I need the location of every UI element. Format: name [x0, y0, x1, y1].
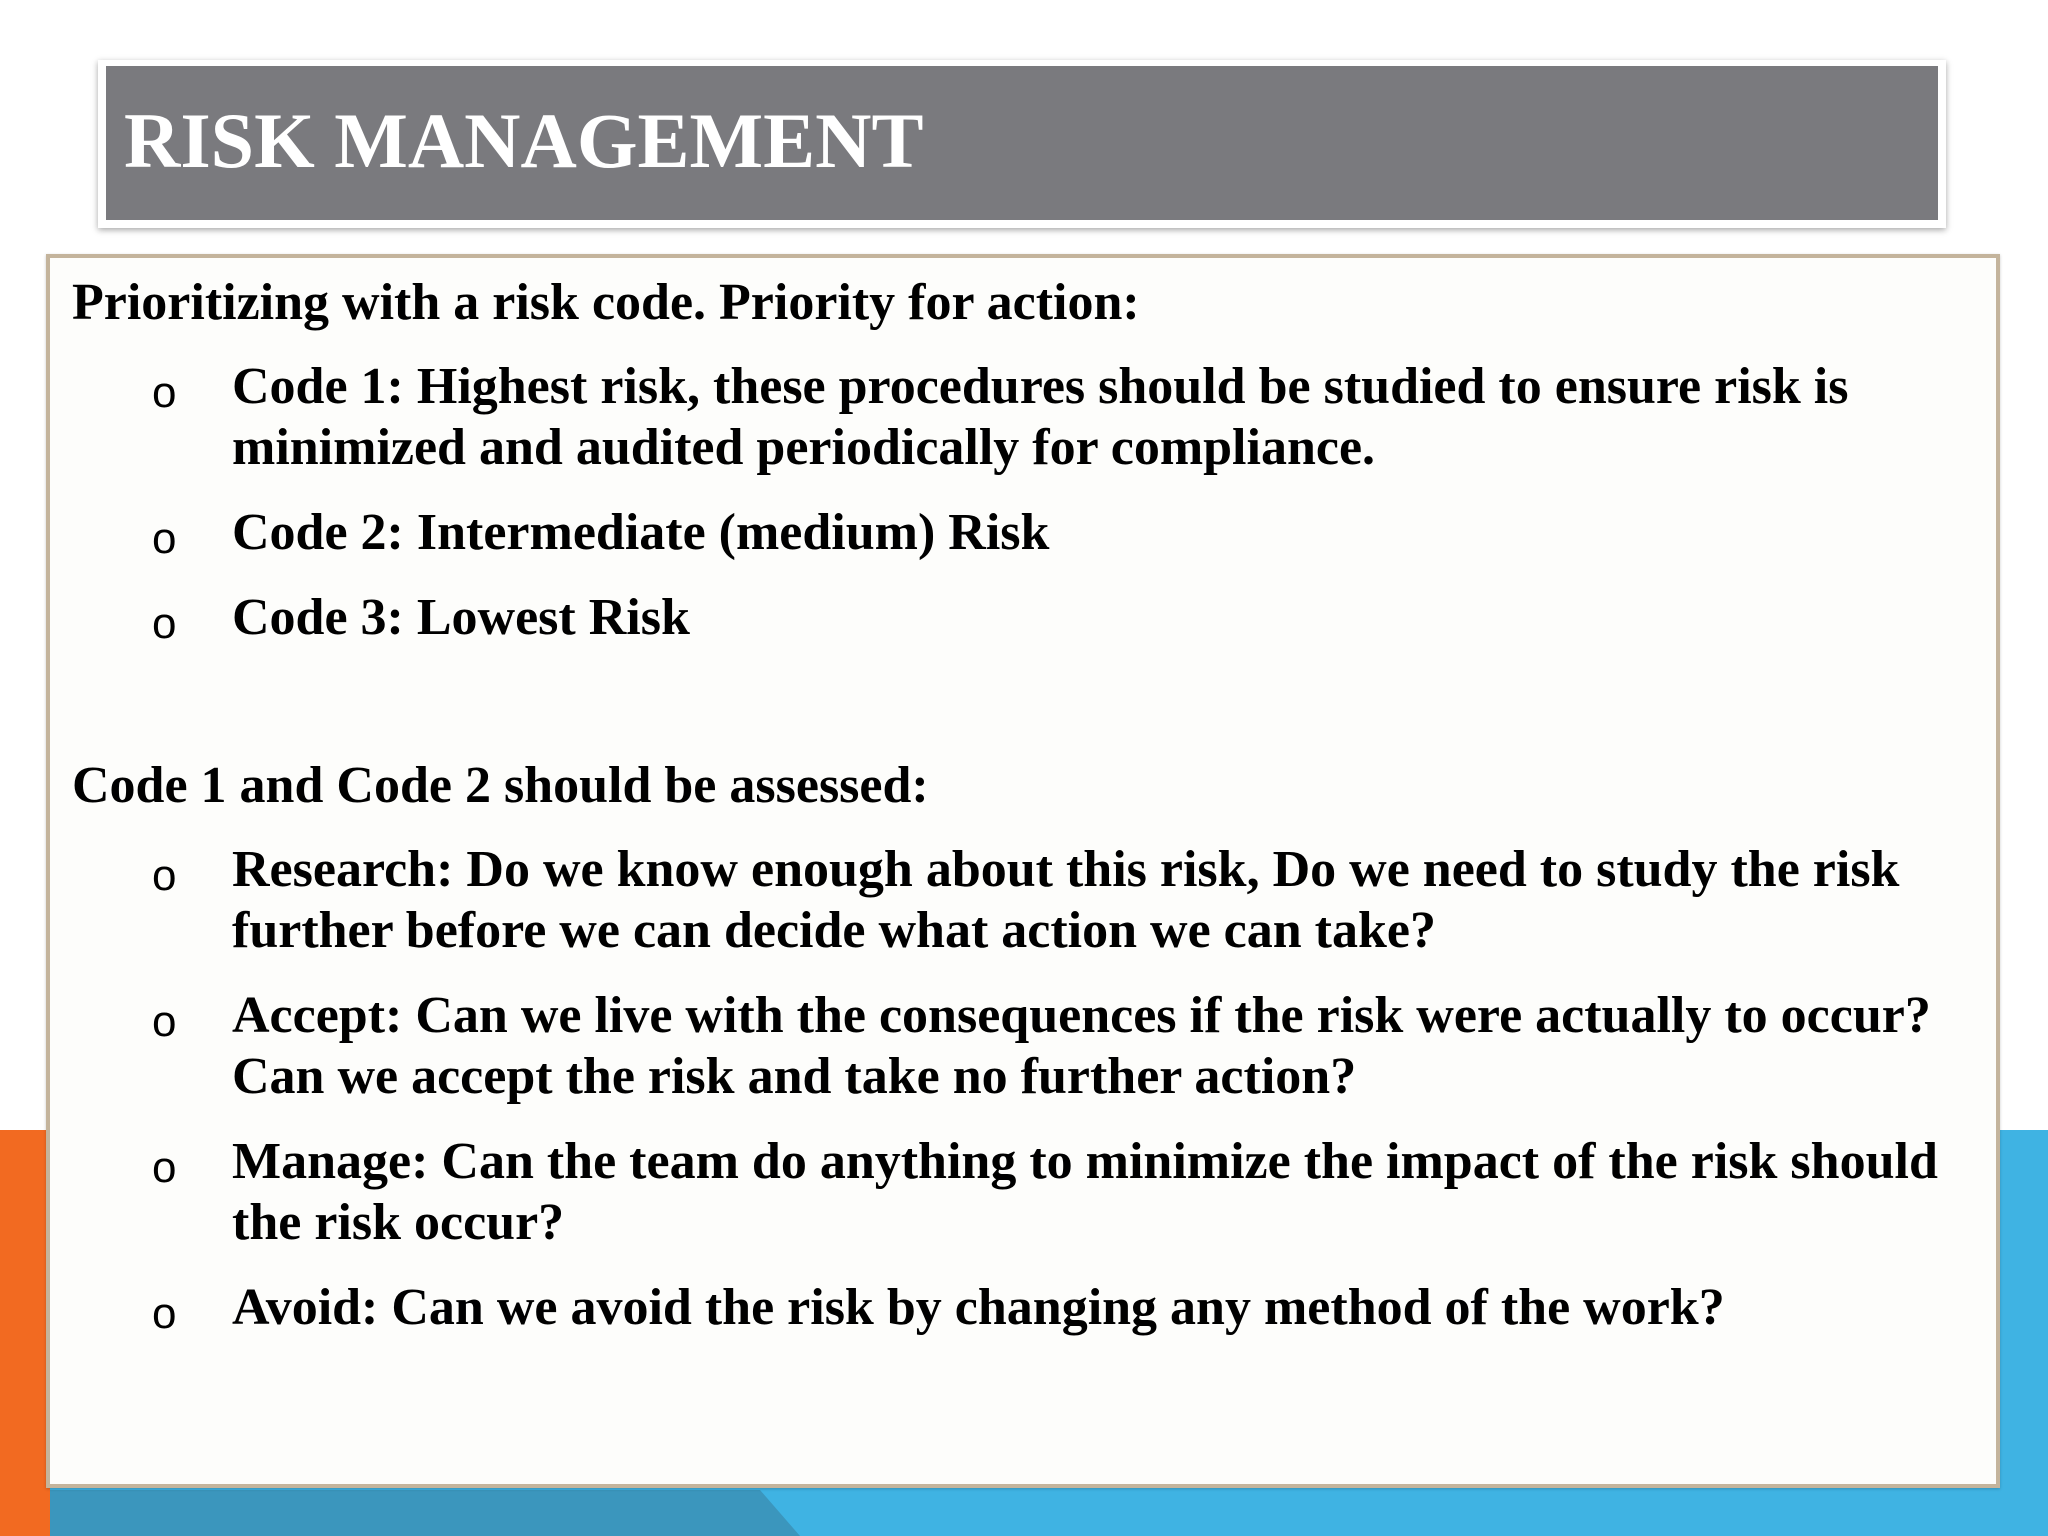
- list-item-text: Manage: Can the team do anything to minimize the impact of the risk should the risk occur?: [232, 1133, 1938, 1251]
- list-item: [50, 1277, 2002, 1338]
- bullet-circle-icon: o: [152, 514, 177, 563]
- bullet-circle-icon: o: [152, 851, 177, 900]
- content-box: [46, 254, 2000, 1488]
- list-item: [50, 502, 2002, 563]
- list-item-text: Research: Do we know enough about this risk, Do we need to study the risk further before we can decide what action we can take?: [232, 841, 1900, 959]
- background-band-orange: [0, 1130, 50, 1536]
- section-2-intro: Code 1 and Code 2 should be assessed:: [72, 757, 929, 814]
- list-item: [50, 1131, 2002, 1253]
- list-item: [50, 356, 2002, 478]
- title-frame: [98, 60, 1946, 228]
- bullet-circle-icon: o: [152, 368, 177, 417]
- bullet-circle-icon: o: [152, 997, 177, 1046]
- section-1-list: [50, 356, 2002, 672]
- bullet-circle-icon: o: [152, 599, 177, 648]
- list-item: [50, 839, 2002, 961]
- bullet-circle-icon: o: [152, 1289, 177, 1338]
- list-item: [50, 587, 2002, 648]
- section-1-intro: Prioritizing with a risk code. Priority for action:: [72, 274, 1140, 331]
- title-bar: [106, 66, 1938, 220]
- list-item-text: Code 3: Lowest Risk: [232, 589, 690, 646]
- list-item-text: Code 1: Highest risk, these procedures should be studied to ensure risk is minimized and audited periodically for compliance.: [232, 358, 1849, 476]
- background-band-blue-dark: [0, 1490, 800, 1536]
- list-item-text: Accept: Can we live with the consequences if the risk were actually to occur? Can we accept the risk and take no further action?: [232, 987, 1931, 1105]
- section-2-list: [50, 839, 2002, 1362]
- list-item-text: Code 2: Intermediate (medium) Risk: [232, 504, 1050, 561]
- bullet-circle-icon: o: [152, 1143, 177, 1192]
- list-item-text: Avoid: Can we avoid the risk by changing any method of the work?: [232, 1279, 1725, 1336]
- slide-title: RISK MANAGEMENT: [124, 97, 924, 184]
- list-item: [50, 985, 2002, 1107]
